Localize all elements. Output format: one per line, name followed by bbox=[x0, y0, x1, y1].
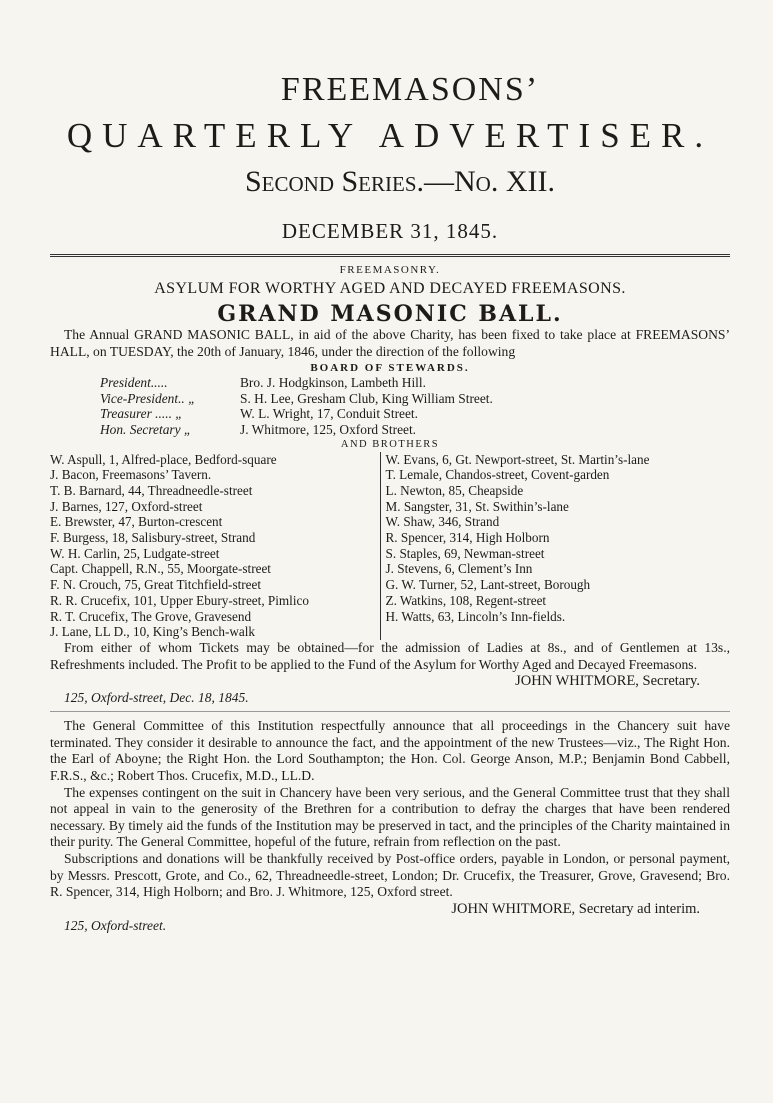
officer-name: S. H. Lee, Gresham Club, King William Street. bbox=[240, 390, 493, 406]
signature-secretary: JOHN WHITMORE, Secretary. bbox=[515, 673, 700, 690]
committee-paragraph-1: The General Committee of this Institution respectfully announce that all proceedings in the Chancery suit have terminated. They consider it desirable to announce the fact, and the appointment of the new Trustees—viz., The Right Hon. the Earl of Aboyne; the Right Hon. the Lord Southampton; the Hon. Col. George Anson, M.P.; Benjamin Bond Cabbell, F.R.S., &c.; Robert Thos. Crucefix, M.D., LL.D. bbox=[50, 718, 730, 783]
officer-name: Bro. J. Hodgkinson, Lambeth Hill. bbox=[240, 375, 426, 391]
officer-row bbox=[50, 391, 730, 407]
brothers-right-column bbox=[381, 452, 730, 640]
officer-row bbox=[50, 406, 730, 422]
masthead-rule bbox=[50, 254, 730, 257]
list-item: H. Watts, 63, Lincoln’s Inn-fields. bbox=[385, 608, 566, 624]
asylum-heading: ASYLUM FOR WORTHY AGED AND DECAYED FREEMASONS. bbox=[154, 280, 626, 297]
tickets-paragraph: From either of whom Tickets may be obtained—for the admission of Ladies at 8s., and of Gentlemen at 13s., Refreshments included. The Profit to be applied to the Fund of the Asylum for Worthy Aged and Decayed Freemasons. bbox=[50, 640, 730, 672]
list-item: G. W. Turner, 52, Lant-street, Borough bbox=[385, 577, 591, 593]
list-item: F. N. Crouch, 75, Great Titchfield-street bbox=[50, 577, 262, 593]
list-item: W. Shaw, 346, Strand bbox=[385, 514, 500, 530]
officer-role: President..... bbox=[100, 375, 168, 391]
intro-paragraph: The Annual GRAND MASONIC BALL, in aid of the above Charity, has been fixed to take place at FREEMASONS’ HALL, on TUESDAY, the 20th of January, 1846, under the direction of the following bbox=[50, 327, 730, 359]
list-item: Capt. Chappell, R.N., 55, Moorgate-street bbox=[50, 561, 271, 577]
board-heading: BOARD OF STEWARDS. bbox=[310, 362, 470, 375]
list-item: W. Evans, 6, Gt. Newport-street, St. Martin’s-lane bbox=[385, 451, 650, 467]
ball-heading: GRAND MASONIC BALL. bbox=[217, 301, 563, 327]
officer-name: J. Whitmore, 125, Oxford Street. bbox=[240, 421, 417, 437]
list-item: T. B. Barnard, 44, Threadneedle-street bbox=[50, 482, 253, 498]
advertiser-page bbox=[50, 70, 730, 935]
brothers-left-column bbox=[50, 452, 381, 640]
brothers-columns bbox=[50, 452, 730, 640]
masthead-title-line2: QUARTERLY ADVERTISER. bbox=[66, 116, 714, 155]
address-line: 125, Oxford-street, Dec. 18, 1845. bbox=[64, 690, 249, 706]
address-line-final: 125, Oxford-street. bbox=[64, 917, 167, 933]
section-heading: FREEMASONRY. bbox=[339, 264, 441, 276]
masthead-date: DECEMBER 31, 1845. bbox=[281, 219, 499, 243]
list-item: F. Burgess, 18, Salisbury-street, Strand bbox=[50, 530, 256, 546]
committee-paragraph-2: The expenses contingent on the suit in Chancery have been very serious, and the General Committee trust that they shall not appeal in vain to the generosity of the Brethren for a contribution to defray the charges that have been rendered necessary. By timely aid the funds of the Institution may be preserved in tact, and the principles of the Charity maintained in their purity. The General Committee, hopeful of the future, refrain from reflection on the past. bbox=[50, 784, 730, 850]
committee-paragraph-3: Subscriptions and donations will be thankfully received by Post-office orders, payable in London, or personal payment, by Messrs. Prescott, Grote, and Co., 62, Threadneedle-street, London; Dr. Crucefix, the Treasurer, Grove, Gravesend; Bro. R. Spencer, 314, High Holborn; and Bro. J. Whitmore, 125, Oxford street. bbox=[50, 850, 730, 900]
signature-secretary-interim: JOHN WHITMORE, Secretary ad interim. bbox=[451, 900, 700, 917]
officer-row bbox=[50, 422, 730, 438]
list-item: L. Newton, 85, Cheapside bbox=[385, 482, 524, 498]
officer-name: W. L. Wright, 17, Conduit Street. bbox=[240, 406, 418, 422]
list-item: S. Staples, 69, Newman-street bbox=[385, 545, 545, 561]
list-item: R. R. Crucefix, 101, Upper Ebury-street, Pimlico bbox=[50, 592, 309, 608]
list-item: J. Stevens, 6, Clement’s Inn bbox=[385, 561, 533, 577]
officer-role: Hon. Secretary „ bbox=[100, 421, 192, 437]
list-item: T. Lemale, Chandos-street, Covent-garden bbox=[385, 467, 610, 483]
officer-role: Treasurer ..... „ bbox=[100, 406, 183, 422]
list-item: E. Brewster, 47, Burton-crescent bbox=[50, 514, 223, 530]
officers-list bbox=[50, 375, 730, 437]
masthead-series: Second Series.—No. XII. bbox=[244, 165, 555, 198]
divider bbox=[50, 711, 730, 712]
list-item: W. Aspull, 1, Alfred-place, Bedford-square bbox=[50, 451, 277, 467]
officer-role: Vice-President.. „ bbox=[100, 390, 196, 406]
and-brothers-heading: AND BROTHERS bbox=[340, 438, 440, 450]
officer-row bbox=[50, 375, 730, 391]
list-item: J. Barnes, 127, Oxford-street bbox=[50, 498, 203, 514]
list-item: R. Spencer, 314, High Holborn bbox=[385, 530, 550, 546]
list-item: W. H. Carlin, 25, Ludgate-street bbox=[50, 545, 220, 561]
list-item: J. Bacon, Freemasons’ Tavern. bbox=[50, 467, 212, 483]
list-item: M. Sangster, 31, St. Swithin’s-lane bbox=[385, 498, 569, 514]
masthead-title-line1: FREEMASONS’ bbox=[280, 71, 540, 108]
list-item: Z. Watkins, 108, Regent-street bbox=[385, 592, 547, 608]
list-item: R. T. Crucefix, The Grove, Gravesend bbox=[50, 608, 252, 624]
list-item: J. Lane, LL D., 10, King’s Bench-walk bbox=[50, 624, 255, 640]
